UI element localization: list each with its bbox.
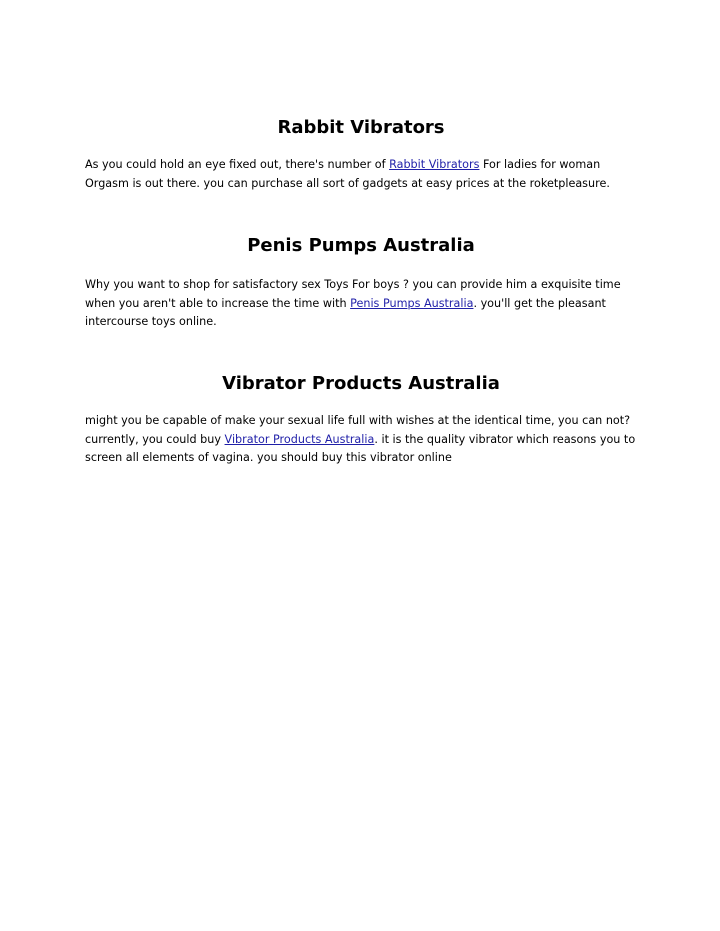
section-heading: Penis Pumps Australia [247, 235, 475, 256]
section-heading: Rabbit Vibrators [277, 117, 445, 138]
section-penis-pumps-australia [85, 234, 637, 328]
paragraph-text: . you'll get the pleasant intercourse toys online. [85, 296, 606, 328]
vibrator-products-australia-link[interactable]: Vibrator Products Australia [224, 432, 375, 446]
section-paragraph [85, 276, 637, 332]
section-paragraph [85, 412, 637, 468]
paragraph-text: . it is the quality vibrator which reasons you to screen all elements of vagina. you should buy this vibrator online [85, 432, 636, 464]
section-paragraph [85, 156, 637, 193]
paragraph-text: For ladies for woman Orgasm is out there. you can purchase all sort of gadgets at easy prices at the roketpleasure. [85, 158, 610, 190]
paragraph-text: As you could hold an eye fixed out, there's number of [85, 158, 390, 171]
paragraph-text: Why you want to shop for satisfactory sex Toys For boys ? you can provide him a exquisite time when you aren't able to increase the time with [85, 278, 621, 310]
section-rabbit-vibrators [85, 116, 637, 190]
penis-pumps-australia-link[interactable]: Penis Pumps Australia [350, 296, 474, 310]
section-heading: Vibrator Products Australia [222, 373, 500, 394]
paragraph-text: might you be capable of make your sexual life full with wishes at the identical time, you can not? currently, you could buy [85, 414, 631, 446]
section-vibrator-products-australia [85, 372, 637, 464]
rabbit-vibrators-link[interactable]: Rabbit Vibrators [389, 158, 480, 171]
